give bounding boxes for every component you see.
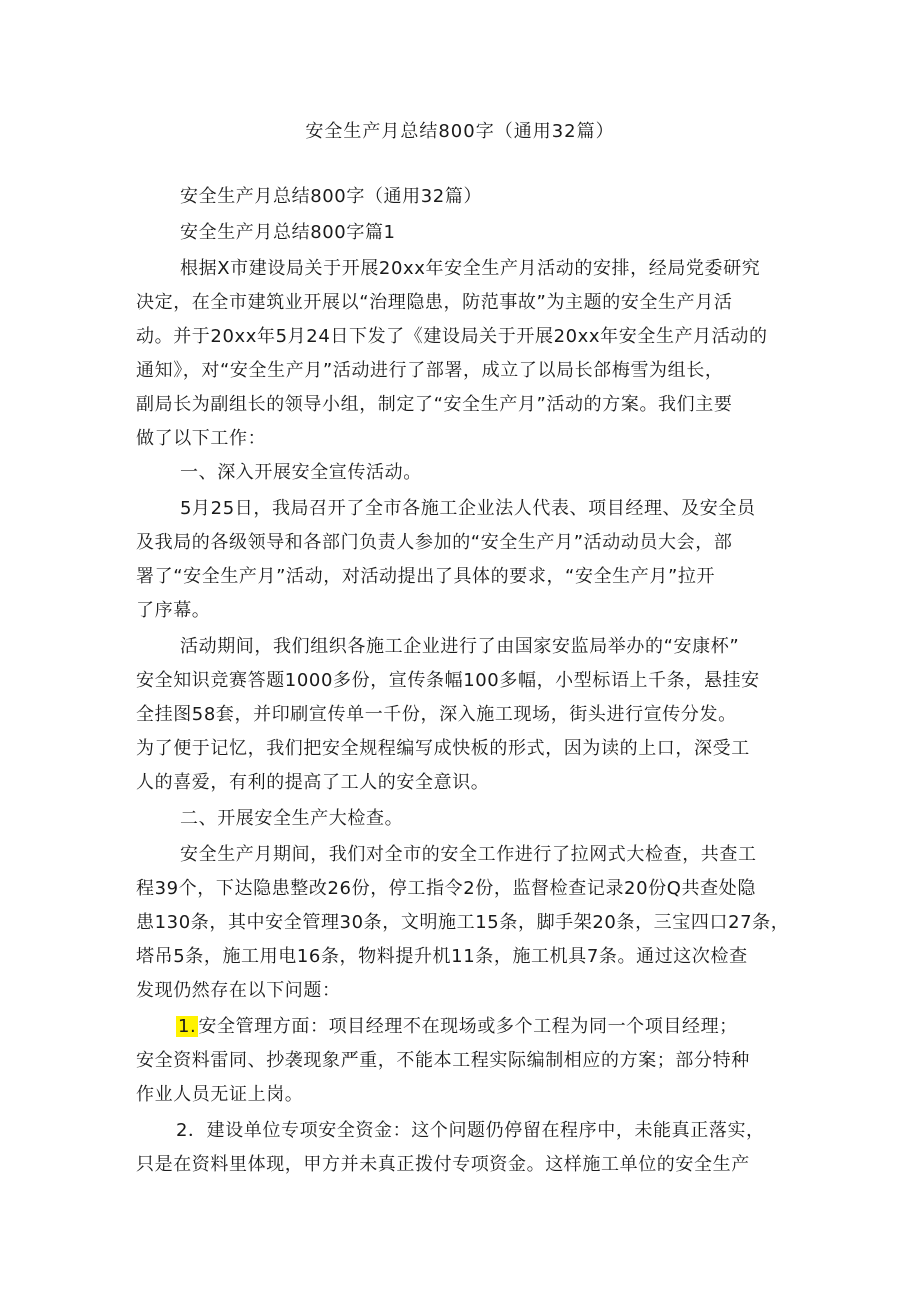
highlighted-item-number: 1. <box>178 1016 197 1037</box>
heading-two: 二、开展安全生产大检查。 <box>180 808 404 829</box>
paragraph-line: 做了以下工作： <box>136 428 267 449</box>
subtitle: 安全生产月总结800字（通用32篇） <box>180 186 483 207</box>
list-item: 2．建设单位专项安全资金：这个问题仍停留在程序中，未能真正落实， <box>176 1120 765 1141</box>
paragraph-line: 患130条，其中安全管理30条，文明施工15条，脚手架20条，三宝四口27条， <box>136 912 790 933</box>
paragraph-line: 及我局的各级领导和各部门负责人参加的“安全生产月”活动动员大会，部 <box>136 532 733 553</box>
list-item-text: 安全管理方面：项目经理不在现场或多个工程为同一个项目经理； <box>198 1016 738 1037</box>
paragraph-line: 安全知识竞赛答题1000多份，宣传条幅100多幅，小型标语上千条，悬挂安 <box>136 670 760 691</box>
paragraph-line: 了序幕。 <box>136 600 211 621</box>
heading-one: 一、深入开展安全宣传活动。 <box>180 462 422 483</box>
paragraph-line: 副局长为副组长的领导小组，制定了“安全生产月”活动的方案。我们主要 <box>136 394 733 415</box>
paragraph-line: 署了“安全生产月”活动，对活动提出了具体的要求，“安全生产月”拉开 <box>136 566 716 587</box>
paragraph-line: 通知》，对“安全生产月”活动进行了部署，成立了以局长郃梅雪为组长， <box>136 360 724 381</box>
paragraph-line: 决定，在全市建筑业开展以“治理隐患，防范事故”为主题的安全生产月活 <box>136 292 733 313</box>
paragraph-line: 全挂图58套，并印刷宣传单一千份，深入施工现场，街头进行宣传分发。 <box>136 704 737 725</box>
paragraph-line: 人的喜爱，有利的提高了工人的安全意识。 <box>136 772 490 793</box>
document-title: 安全生产月总结800字（通用32篇） <box>305 121 615 142</box>
paragraph-line: 发现仍然存在以下问题： <box>136 980 341 1001</box>
paragraph-line: 作业人员无证上岗。 <box>136 1084 304 1105</box>
paragraph-line: 安全资料雷同、抄袭现象严重，不能本工程实际编制相应的方案；部分特种 <box>136 1050 750 1071</box>
paragraph-line: 动。并于20xx年5月24日下发了《建设局关于开展20xx年安全生产月活动的 <box>136 326 768 347</box>
paragraph-line: 活动期间，我们组织各施工企业进行了由国家安监局举办的“安康杯” <box>180 636 740 657</box>
paragraph-line: 塔吊5条，施工用电16条，物料提升机11条，施工机具7条。通过这次检查 <box>136 946 748 967</box>
paragraph-line: 只是在资料里体现，甲方并未真正拨付专项资金。这样施工单位的安全生产 <box>136 1154 750 1175</box>
paragraph-line: 为了便于记忆，我们把安全规程编写成快板的形式，因为读的上口，深受工 <box>136 738 750 759</box>
paragraph-line: 安全生产月期间，我们对全市的安全工作进行了拉网式大检查，共查工 <box>180 844 757 865</box>
paragraph-line: 程39个，下达隐患整改26份，停工指令2份，监督检查记录20份Q共查处隐 <box>136 878 756 899</box>
section-heading: 安全生产月总结800字篇1 <box>180 222 396 243</box>
list-item <box>176 1012 738 1042</box>
paragraph-line: 根据X市建设局关于开展20xx年安全生产月活动的安排，经局党委研究 <box>180 258 761 279</box>
paragraph-line: 5月25日，我局召开了全市各施工企业法人代表、项目经理、及安全员 <box>180 498 756 519</box>
